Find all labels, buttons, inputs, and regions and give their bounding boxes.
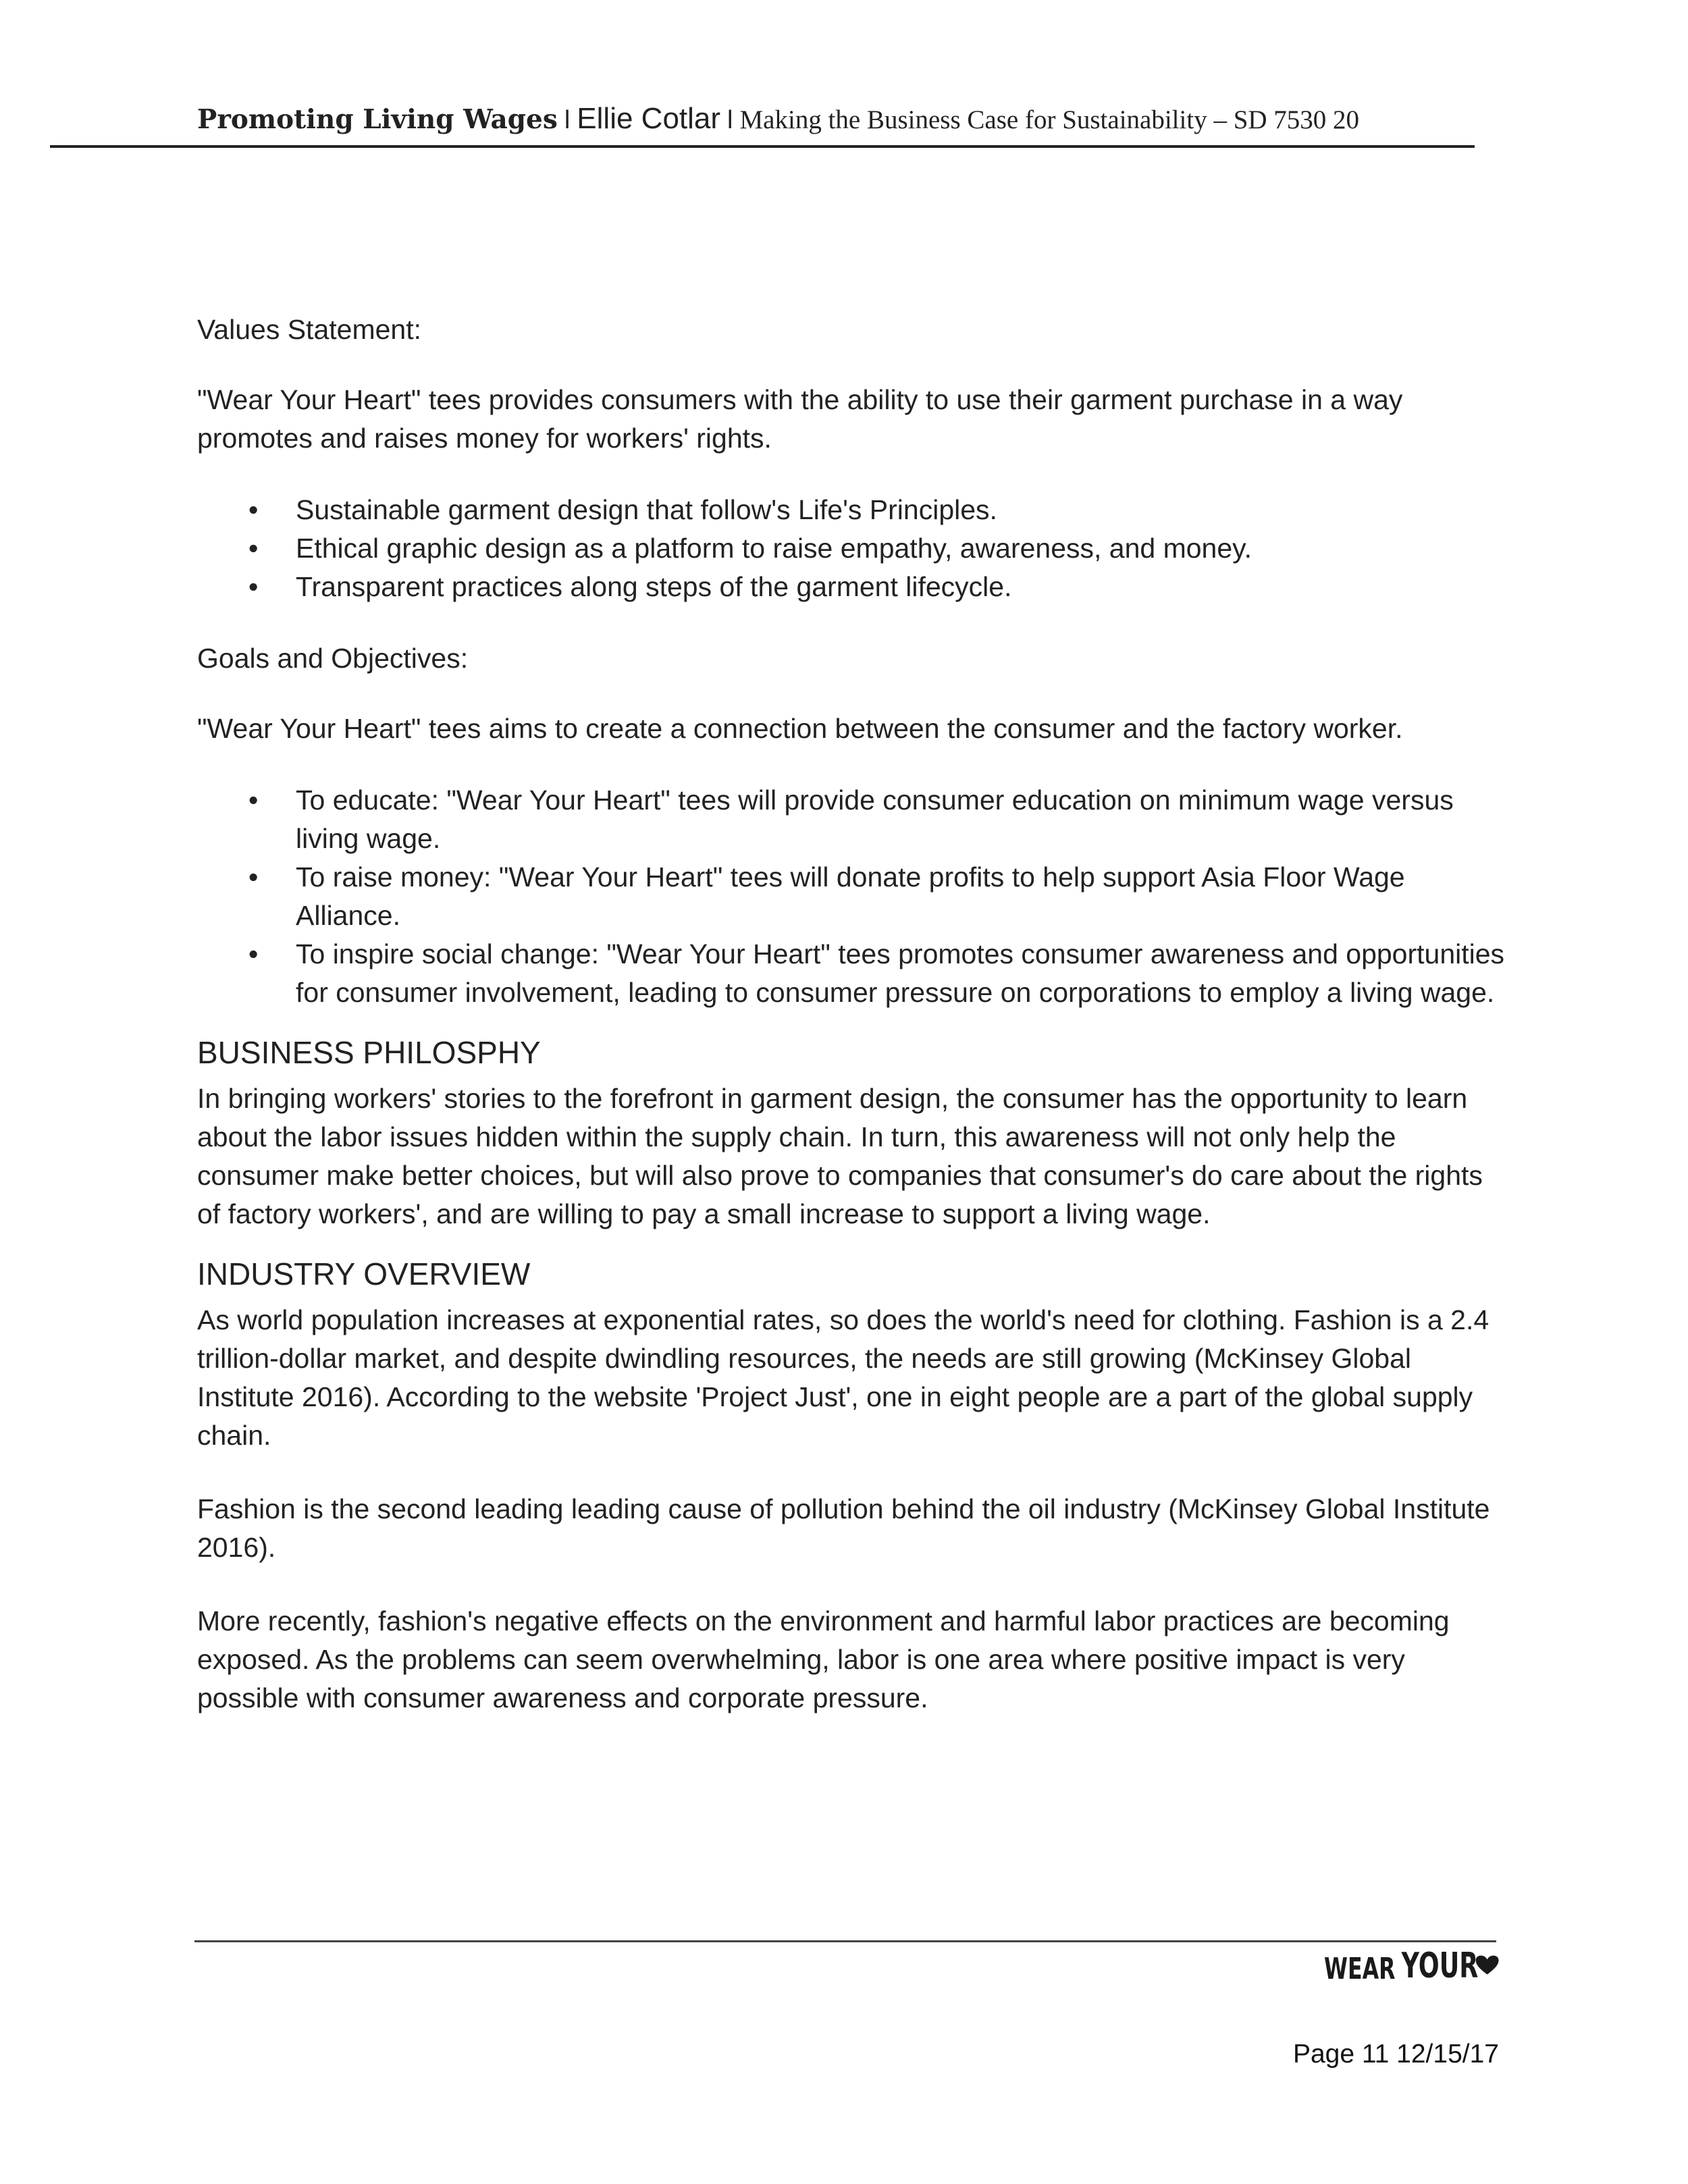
page-content [197,311,1507,1717]
industry-paragraph: As world population increases at exponential rates, so does the world's need for clothing. Fashion is a 2.4 trillion-dollar market, and despite dwindling resources, the needs are still growing (McKinsey Global Institute 2016). According to the website 'Project Just', one in eight people are a part of the global supply chain. [197,1304,1489,1451]
heart-icon [1475,1950,1499,1981]
author-name: Ellie Cotlar [577,102,721,135]
document-title: Promoting Living Wages [197,104,558,135]
course-name: Making the Business Case for Sustainability – SD 7530 20 [739,105,1360,134]
list-item-text: Transparent practices along steps of the garment lifecycle. [296,571,1012,602]
bullet-icon: • [248,533,259,564]
list-item [197,858,1507,935]
logo-word-your: YOUR [1401,1946,1478,1986]
bullet-icon: • [248,861,259,893]
list-item-text: To inspire social change: "Wear Your Heart" tees promotes consumer awareness and opportunities for consumer involvement, leading to consumer pressure on corporations to employ a living wage. [296,938,1505,1008]
header-divider [50,145,1475,148]
philosophy-body: In bringing workers' stories to the forefront in garment design, the consumer has the opportunity to learn about the labor issues hidden within the supply chain. In turn, this awareness will not only help the consumer make better choices, but will also prove to companies that consumer's do care about the rights of factory workers', and are willing to pay a small increase to support a living wage. [197,1083,1483,1229]
industry-heading: INDUSTRY OVERVIEW [197,1256,531,1291]
wear-your-heart-logo [1296,1939,1499,1986]
header-separator: l [564,106,571,134]
goals-list [197,781,1507,1012]
bullet-icon: • [248,571,259,602]
list-item [197,491,1507,529]
list-item [197,568,1507,606]
list-item-text: To educate: "Wear Your Heart" tees will provide consumer education on minimum wage versus living wage. [296,784,1454,854]
list-item [197,935,1507,1012]
values-list [197,491,1507,606]
list-item [197,781,1507,858]
values-intro: "Wear Your Heart" tees provides consumers with the ability to use their garment purchase in a way promotes and raises money for workers' rights. [197,384,1403,454]
industry-paragraph: Fashion is the second leading leading cause of pollution behind the oil industry (McKinsey Global Institute 2016). [197,1493,1490,1563]
bullet-icon: • [248,784,259,816]
industry-paragraph: More recently, fashion's negative effects on the environment and harmful labor practices are becoming exposed. As the problems can seem overwhelming, labor is one area where positive impact is very possible with consumer awareness and corporate pressure. [197,1605,1450,1713]
goals-intro: "Wear Your Heart" tees aims to create a connection between the consumer and the factory worker. [197,713,1403,744]
philosophy-heading: BUSINESS PHILOSPHY [197,1035,541,1070]
goals-heading: Goals and Objectives: [197,643,469,674]
list-item-text: To raise money: "Wear Your Heart" tees will donate profits to help support Asia Floor Wage Alliance. [296,861,1405,931]
logo-word-wear: WEAR [1324,1952,1396,1986]
list-item-text: Ethical graphic design as a platform to raise empathy, awareness, and money. [296,533,1252,564]
bullet-icon: • [248,494,259,525]
list-item [197,529,1507,568]
header-separator: l [727,106,733,134]
running-header [197,101,1480,138]
bullet-icon: • [248,938,259,969]
values-heading: Values Statement: [197,314,421,345]
page-number-date: Page 11 12/15/17 [1292,2040,1499,2069]
list-item-text: Sustainable garment design that follow's Life's Principles. [296,494,997,525]
